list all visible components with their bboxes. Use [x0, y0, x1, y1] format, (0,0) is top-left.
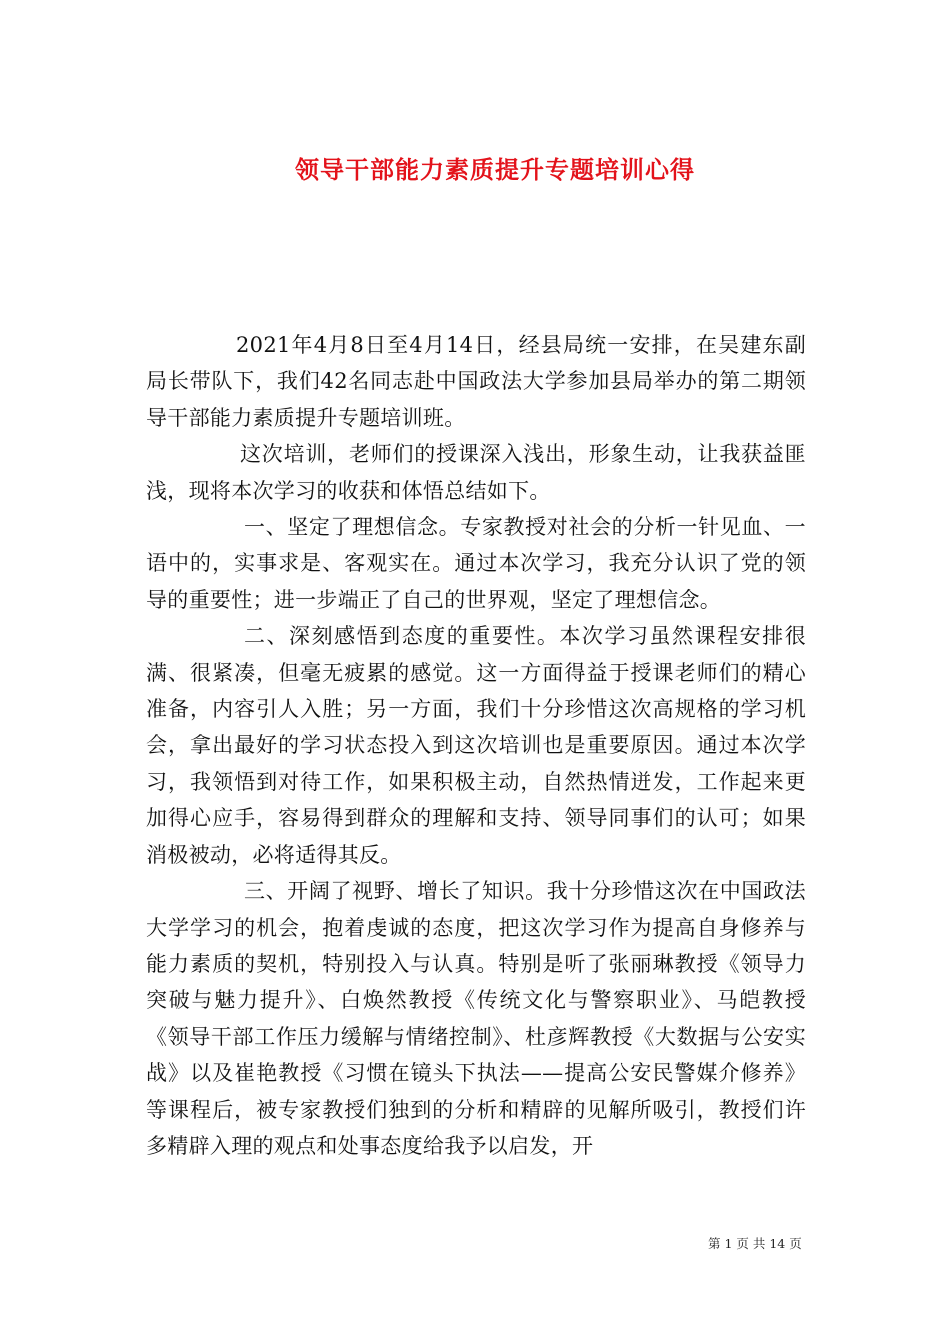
document-title: 领导干部能力素质提升专题培训心得	[295, 156, 695, 185]
paragraph-point-one: 一、坚定了理想信念。专家教授对社会的分析一针见血、一语中的，实事求是、客观实在。通过本次学习，我充分认识了党的领导的重要性；进一步端正了自己的世界观，坚定了理想信念。	[146, 515, 806, 612]
paragraph-summary: 这次培训，老师们的授课深入浅出，形象生动，让我获益匪浅，现将本次学习的收获和体悟总结如下。	[146, 442, 806, 503]
paragraph-point-three: 三、开阔了视野、增长了知识。我十分珍惜这次在中国政法大学学习的机会，抱着虔诚的态度，把这次学习作为提高自身修养与能力素质的契机，特别投入与认真。特别是听了张丽琳教授《领导力突破与魅力提升》、白焕然教授《传统文化与警察职业》、马皑教授《领导干部工作压力缓解与情绪控制》、杜彦辉教授《大数据与公安实战》以及崔艳教授《习惯在镜头下执法——提高公安民警媒介修养》等课程后，被专家教授们独到的分析和精辟的见解所吸引，教授们许多精辟入理的观点和处事态度给我予以启发，开	[146, 879, 806, 1158]
paragraph-intro: 2021年4月8日至4月14日，经县局统一安排，在吴建东副局长带队下，我们42名同志赴中国政法大学参加县局举办的第二期领导干部能力素质提升专题培训班。	[146, 333, 806, 430]
page-number: 第 1 页 共 14 页	[708, 1236, 802, 1251]
document-body	[146, 327, 806, 1164]
paragraph-point-two: 二、深刻感悟到态度的重要性。本次学习虽然课程安排很满、很紧凑，但毫无疲累的感觉。这一方面得益于授课老师们的精心准备，内容引人入胜；另一方面，我们十分珍惜这次高规格的学习机会，拿出最好的学习状态投入到这次培训也是重要原因。通过本次学习，我领悟到对待工作，如果积极主动，自然热情迸发，工作起来更加得心应手，容易得到群众的理解和支持、领导同事们的认可；如果消极被动，必将适得其反。	[146, 624, 806, 867]
